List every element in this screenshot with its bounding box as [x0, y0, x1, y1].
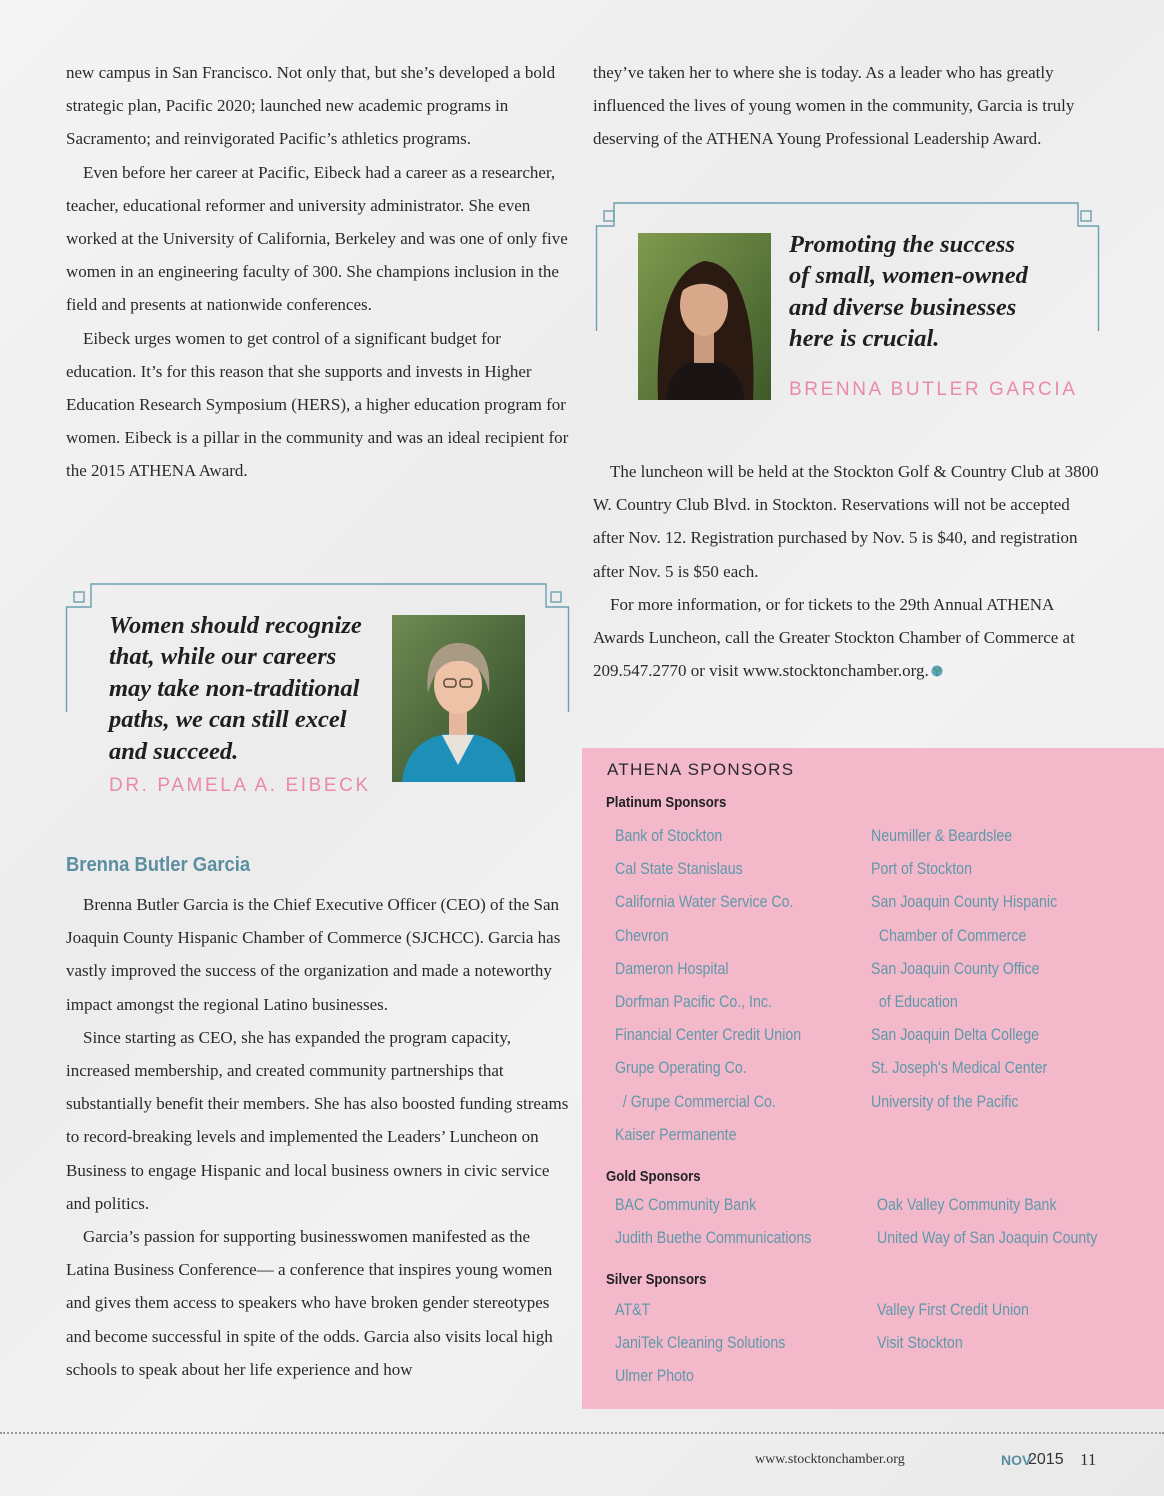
- footer-month: NOV: [1001, 1452, 1032, 1468]
- sponsor-name: Visit Stockton: [877, 1334, 963, 1353]
- platinum-sponsors-heading: Platinum Sponsors: [606, 794, 727, 811]
- gold-sponsors-list-1: [615, 1189, 843, 1255]
- body-paragraph: they’ve taken her to where she is today. As a leader who has greatly influenced the lives of young women in the community, Garcia is truly deserving of the ATHENA Young Professional Leadership Award.: [593, 63, 1075, 149]
- sponsor-name: Oak Valley Community Bank: [877, 1196, 1057, 1214]
- body-paragraph: The luncheon will be held at the Stockton Golf & Country Club at 3800 W. Country Club Blvd. in Stockton. Reservations will not be accepted after Nov. 12. Registration purchased by Nov. 5 is $40, and registration after Nov. 5 is $50 each.: [593, 462, 1099, 581]
- body-paragraph: Garcia’s passion for supporting businesswomen manifested as the Latina Business Conference— a conference that inspires young women and gives them access to speakers who have broken gender stereotypes and become successful in spite of the odds. Garcia also visits local high schools to speak about her life experience and how: [66, 1227, 553, 1379]
- quote-line: Women should recognize: [109, 612, 362, 639]
- sponsor-name: California Water Service Co.: [615, 893, 794, 912]
- pull-quote-eibeck: [109, 610, 394, 767]
- sponsor-name: Ulmer Photo: [615, 1367, 694, 1386]
- sponsor-name: Dameron Hospital: [615, 959, 729, 978]
- pull-quote-garcia: [789, 229, 1089, 355]
- sponsor-name: / Grupe Commercial Co.: [615, 1092, 776, 1111]
- sponsor-name: Port of Stockton: [871, 860, 972, 879]
- sponsor-name: San Joaquin County Office: [871, 959, 1040, 978]
- quote-attribution-eibeck: DR. PAMELA A. EIBECK: [109, 775, 371, 796]
- sponsor-name: JaniTek Cleaning Solutions: [615, 1334, 786, 1353]
- globe-end-icon: [931, 665, 943, 677]
- sponsor-name: Neumiller & Beardslee: [871, 827, 1013, 845]
- sponsor-name: Kaiser Permanente: [615, 1125, 737, 1144]
- sponsor-name: United Way of San Joaquin County: [877, 1229, 1098, 1248]
- quote-line: paths, we can still excel: [109, 706, 347, 734]
- sponsor-name: AT&T: [615, 1301, 651, 1319]
- platinum-sponsors-list-2: [871, 820, 1087, 1119]
- sponsor-name: Cal State Stanislaus: [615, 860, 743, 879]
- silver-sponsors-list-1: [615, 1294, 813, 1394]
- body-paragraph: [593, 588, 1103, 688]
- section-heading: Brenna Butler Garcia: [66, 854, 251, 876]
- footer-url: www.stocktonchamber.org: [755, 1452, 905, 1467]
- sponsor-name: St. Joseph's Medical Center: [871, 1059, 1048, 1078]
- sponsors-title: ATHENA SPONSORS: [607, 760, 795, 779]
- article-column-right-mid: [593, 455, 1103, 687]
- body-paragraph: Eibeck urges women to get control of a significant budget for education. It’s for this reason that she supports and invests in Higher Education Research Symposium (HERS), a higher education program for women. Eibeck is a pillar in the community and was an ideal recipient for the 2015 ATHENA Award.: [66, 328, 569, 481]
- sponsor-name: University of the Pacific: [871, 1092, 1019, 1111]
- sponsor-name: San Joaquin Delta College: [871, 1026, 1040, 1045]
- sponsor-name: Chevron: [615, 926, 669, 945]
- article-column-left-top: [66, 56, 571, 488]
- body-paragraph: Even before her career at Pacific, Eibeck had a career as a researcher, teacher, educational reformer and university administrator. She even worked at the University of California, Berkeley and was one of only five women in an engineering faculty of 300. She champions inclusion in the field and presents at nationwide conferences.: [66, 162, 568, 315]
- sponsor-name: of Education: [871, 993, 958, 1012]
- body-paragraph: Brenna Butler Garcia is the Chief Executive Officer (CEO) of the San Joaquin County Hispanic Chamber of Commerce (SJCHCC). Garcia has vastly improved the success of the organization and made a noteworthy impact amongst the regional Latino businesses.: [66, 895, 561, 1014]
- silver-sponsors-list-2: [877, 1294, 1054, 1360]
- quote-line: here is crucial.: [789, 325, 940, 353]
- sponsor-name: Bank of Stockton: [615, 827, 723, 845]
- quote-line: and diverse businesses: [789, 293, 1017, 321]
- quote-line: may take non-traditional: [109, 674, 360, 702]
- sponsor-name: Dorfman Pacific Co., Inc.: [615, 993, 772, 1012]
- article-column-left-bottom: [66, 888, 571, 1386]
- photo-pamela-eibeck: [392, 615, 525, 782]
- footer-year: 2015: [1028, 1451, 1064, 1468]
- body-paragraph: Since starting as CEO, she has expanded the program capacity, increased membership, and created community partnerships that substantially benefit their members. She has also boosted funding streams to record-breaking levels and implemented the Leaders’ Luncheon on Business to engage Hispanic and local business owners in civic service and politics.: [66, 1027, 569, 1213]
- body-text: For more information, or for tickets to the 29th Annual ATHENA Awards Luncheon, call the Greater Stockton Chamber of Commerce at 209.547.2770 or visit www.stocktonchamber.org.: [593, 594, 1075, 681]
- quote-line: Promoting the success: [789, 231, 1015, 258]
- article-column-right-top: [593, 56, 1103, 156]
- footer-divider: [0, 1432, 1164, 1434]
- sponsor-name: San Joaquin County Hispanic: [871, 893, 1058, 912]
- sponsor-name: Chamber of Commerce: [871, 926, 1027, 945]
- sponsors-panel: [582, 748, 1164, 1409]
- photo-brenna-butler-garcia: [638, 233, 771, 400]
- sponsor-name: Valley First Credit Union: [877, 1301, 1029, 1319]
- gold-sponsors-list-2: [877, 1189, 1133, 1255]
- silver-sponsors-heading: Silver Sponsors: [606, 1271, 707, 1288]
- quote-line: that, while our careers: [109, 643, 337, 671]
- body-paragraph: new campus in San Francisco. Not only that, but she’s developed a bold strategic plan, Pacific 2020; launched new academic programs in Sacramento; and reinvigorated Pacific’s athletics programs.: [66, 63, 556, 149]
- page-number: 11: [1080, 1450, 1097, 1469]
- quote-line: and succeed.: [109, 737, 239, 765]
- platinum-sponsors-list-1: [615, 820, 831, 1152]
- sponsor-name: BAC Community Bank: [615, 1196, 757, 1214]
- quote-attribution-garcia: BRENNA BUTLER GARCIA: [789, 379, 1078, 400]
- sponsor-name: Grupe Operating Co.: [615, 1059, 747, 1078]
- gold-sponsors-heading: Gold Sponsors: [606, 1168, 701, 1185]
- sponsor-name: Financial Center Credit Union: [615, 1026, 802, 1045]
- sponsor-name: Judith Buethe Communications: [615, 1229, 812, 1248]
- quote-line: of small, women-owned: [789, 262, 1028, 290]
